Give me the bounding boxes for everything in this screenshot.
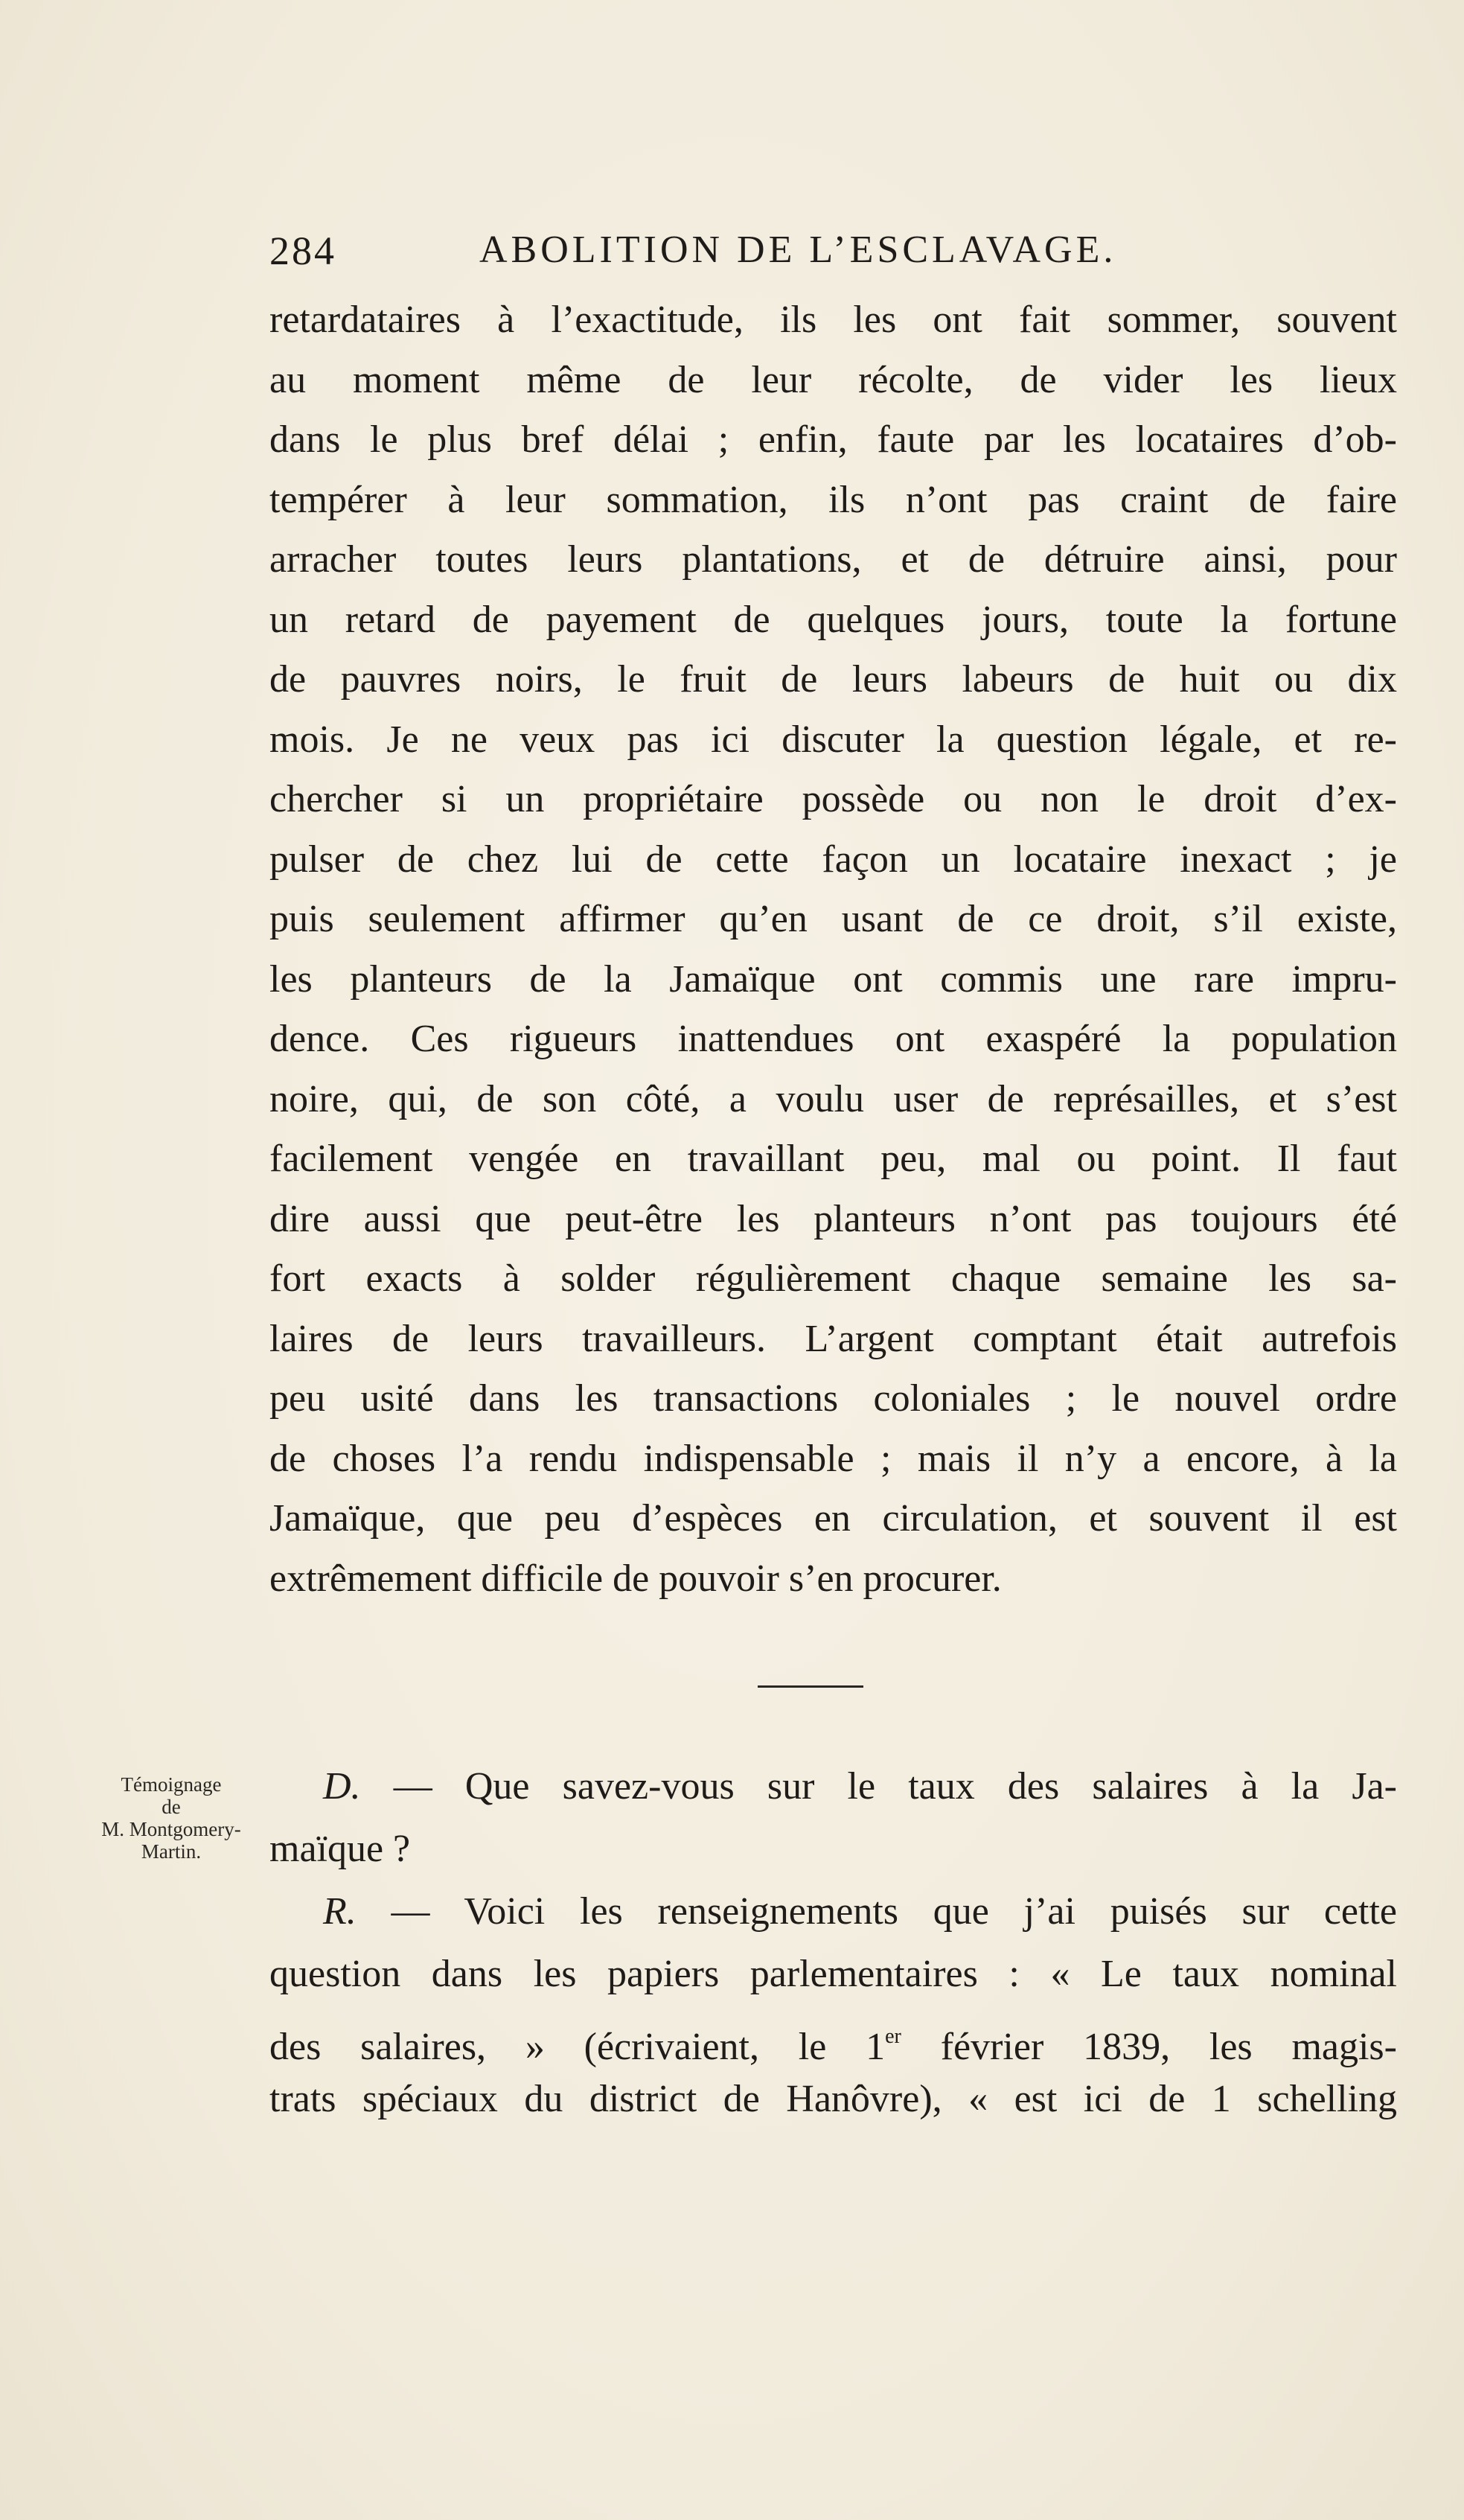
paragraph-line: tempérer à leur sommation, ils n’ont pas craint de faire: [269, 478, 1397, 521]
paragraph-line: Jamaïque, que peu d’espèces en circulation, et souvent il est: [269, 1497, 1397, 1540]
page-number: 284: [269, 229, 336, 273]
answer-line: trats spéciaux du district de Hanôvre), « est ici de 1 schelling: [269, 2078, 1397, 2120]
page-header: [269, 228, 1237, 287]
answer-line: [269, 1881, 1397, 1943]
question-line: maïque ?: [269, 1828, 411, 1870]
answer-speaker: R.: [323, 1890, 357, 1933]
answer-line: question dans les papiers parlementaires : « Le taux nominal: [269, 1953, 1397, 1995]
paragraph-line: arracher toutes leurs plantations, et de détruire ainsi, pour: [269, 538, 1397, 581]
margin-note-line: Témoignage: [121, 1773, 222, 1796]
margin-note-line: M. Montgomery-: [101, 1818, 241, 1840]
paragraph-line: de choses l’a rendu indispensable ; mais il n’y a encore, à la: [269, 1437, 1397, 1480]
ordinal-superscript: er: [885, 2025, 901, 2048]
paragraph-line: mois. Je ne veux pas ici discuter la question légale, et re-: [269, 718, 1397, 761]
paragraph-line: retardataires à l’exactitude, ils les ont fait sommer, souvent: [269, 299, 1397, 341]
paragraph-line: facilement vengée en travaillant peu, mal ou point. Il faut: [269, 1138, 1397, 1180]
margin-note-line: Martin.: [141, 1840, 202, 1863]
paragraph-line: pulser de chez lui de cette façon un locataire inexact ; je: [269, 838, 1397, 881]
paragraph-line: de pauvres noirs, le fruit de leurs labeurs de huit ou dix: [269, 658, 1397, 701]
question-line: [269, 1755, 1397, 1818]
answer-text-part: des salaires, » (écrivaient, le 1: [269, 2026, 886, 2068]
main-paragraph: [269, 290, 1397, 1609]
answer-text: — Voici les renseignements que j’ai puisés sur cette: [356, 1890, 1397, 1933]
paragraph-line: au moment même de leur récolte, de vider les lieux: [269, 358, 1397, 401]
paragraph-line: extrêmement difficile de pouvoir s’en procurer.: [269, 1557, 1002, 1600]
paragraph-line: laires de leurs travailleurs. L’argent comptant était autrefois: [269, 1317, 1397, 1360]
running-head: ABOLITION DE L’ESCLAVAGE.: [479, 229, 1117, 271]
question-answer-block: [269, 1755, 1397, 2131]
question-text: — Que savez-vous sur le taux des salaires à la Ja-: [360, 1765, 1397, 1808]
paragraph-line: dire aussi que peut-être les planteurs n’ont pas toujours été: [269, 1197, 1397, 1240]
paragraph-line: les planteurs de la Jamaïque ont commis une rare impru-: [269, 957, 1397, 1001]
paragraph-line: chercher si un propriétaire possède ou non le droit d’ex-: [269, 778, 1397, 820]
margin-note: [83, 1773, 259, 1863]
paragraph-line: dans le plus bref délai ; enfin, faute par les locataires d’ob-: [269, 418, 1397, 461]
paragraph-line: un retard de payement de quelques jours, toute la fortune: [269, 598, 1397, 641]
section-divider: [758, 1685, 863, 1688]
paragraph-line: dence. Ces rigueurs inattendues ont exaspéré la population: [269, 1018, 1397, 1060]
paragraph-line: peu usité dans les transactions coloniales ; le nouvel ordre: [269, 1377, 1397, 1420]
paragraph-line: puis seulement affirmer qu’en usant de ce droit, s’il existe,: [269, 898, 1397, 940]
paragraph-line: noire, qui, de son côté, a voulu user de représailles, et s’est: [269, 1077, 1397, 1120]
question-speaker: D.: [323, 1765, 361, 1808]
margin-note-line: de: [162, 1796, 181, 1818]
answer-line: [269, 2006, 1397, 2068]
paragraph-line: fort exacts à solder régulièrement chaque semaine les sa-: [269, 1257, 1397, 1300]
answer-text-part: février 1839, les magis-: [901, 2026, 1397, 2068]
